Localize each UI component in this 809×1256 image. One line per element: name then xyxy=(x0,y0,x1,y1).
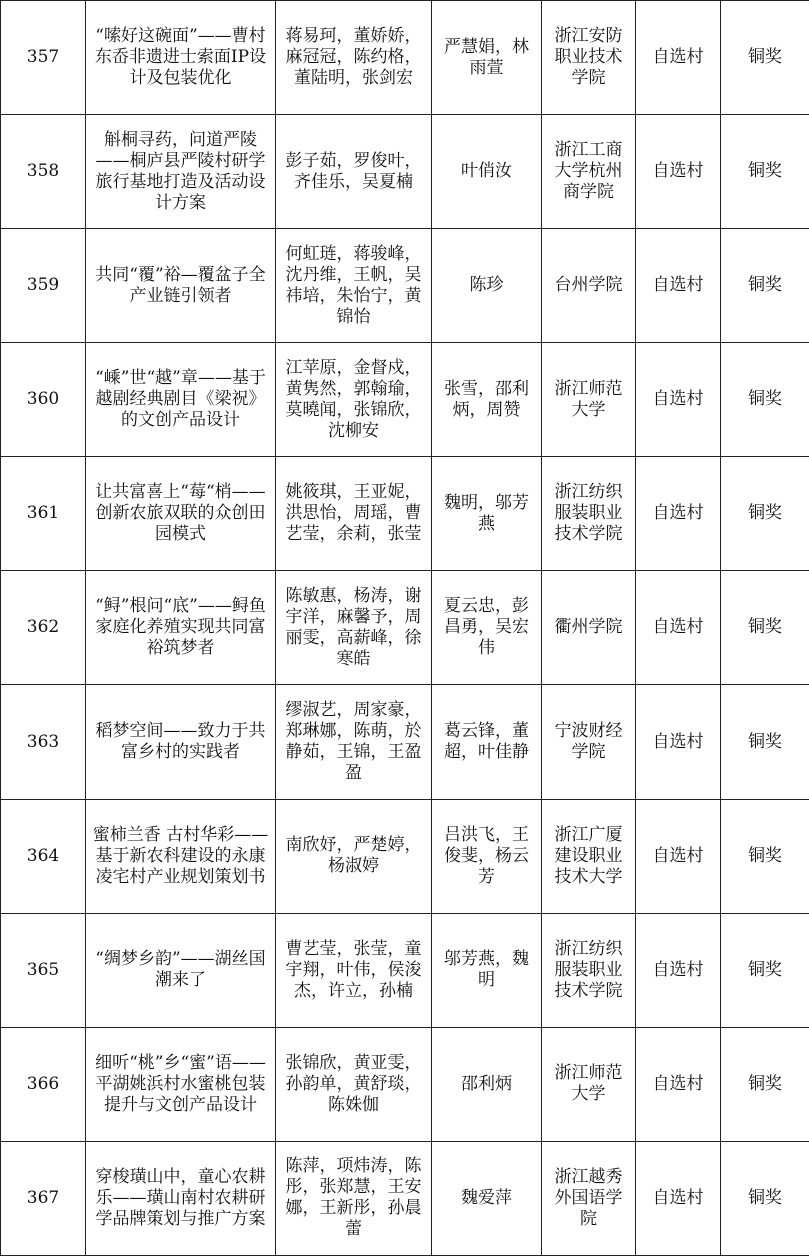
award-level: 铜奖 xyxy=(721,1,809,115)
village-category: 自选村 xyxy=(636,685,721,799)
table-row xyxy=(1,571,809,685)
school: 浙江纺织服装职业技术学院 xyxy=(542,913,636,1027)
team-members: 蒋易珂，董娇娇，麻冠冠，陈约格，董陆明，张剑宏 xyxy=(276,1,432,115)
entry-number: 357 xyxy=(1,1,86,115)
team-members: 姚筱琪，王亚妮，洪思怡，周瑶，曹艺莹，余莉，张莹 xyxy=(276,457,432,571)
award-level: 铜奖 xyxy=(721,685,809,799)
project-title: 斛桐寻药，问道严陵——桐庐县严陵村研学旅行基地打造及活动设计方案 xyxy=(86,115,276,229)
team-members: 缪淑艺，周家豪，郑琳娜，陈萌，於静茹，王锦，王盈盈 xyxy=(276,685,432,799)
award-level: 铜奖 xyxy=(721,457,809,571)
team-members: 张锦欣，黄亚雯，孙韵单，黄舒琰，陈姝伽 xyxy=(276,1027,432,1141)
entry-number: 360 xyxy=(1,343,86,457)
advisors: 魏明，邬芳燕 xyxy=(432,457,542,571)
team-members: 曹艺莹，张莹，童宇翔，叶伟，侯浚杰，许立，孙楠 xyxy=(276,913,432,1027)
award-level: 铜奖 xyxy=(721,229,809,343)
table-row xyxy=(1,115,809,229)
table-row xyxy=(1,913,809,1027)
village-category: 自选村 xyxy=(636,1141,721,1255)
table-row xyxy=(1,1141,809,1255)
entry-number: 361 xyxy=(1,457,86,571)
team-members: 江苹原，金督戍，黄隽然，郭翰瑜，莫曉闻，张锦欣，沈柳安 xyxy=(276,343,432,457)
award-level: 铜奖 xyxy=(721,343,809,457)
project-title: “绸梦乡韵”——湖丝国潮来了 xyxy=(86,913,276,1027)
table-row xyxy=(1,799,809,913)
village-category: 自选村 xyxy=(636,799,721,913)
award-level: 铜奖 xyxy=(721,799,809,913)
advisors: 葛云锋，董超，叶佳静 xyxy=(432,685,542,799)
school: 浙江越秀外国语学院 xyxy=(542,1141,636,1255)
project-title: “鲟”根问“底”——鲟鱼家庭化养殖实现共同富裕筑梦者 xyxy=(86,571,276,685)
village-category: 自选村 xyxy=(636,115,721,229)
project-title: 蜜柿兰香 古村华彩——基于新农科建设的永康凌宅村产业规划策划书 xyxy=(86,799,276,913)
entry-number: 364 xyxy=(1,799,86,913)
village-category: 自选村 xyxy=(636,1,721,115)
awards-table-body xyxy=(1,1,809,1256)
table-row xyxy=(1,685,809,799)
award-level: 铜奖 xyxy=(721,913,809,1027)
school: 浙江纺织服装职业技术学院 xyxy=(542,457,636,571)
project-title: “嗦好这碗面”——曹村东岙非遗进士索面IP设计及包装优化 xyxy=(86,1,276,115)
advisors: 邬芳燕，魏明 xyxy=(432,913,542,1027)
school: 浙江广厦建设职业技术大学 xyxy=(542,799,636,913)
school: 台州学院 xyxy=(542,229,636,343)
award-level: 铜奖 xyxy=(721,571,809,685)
village-category: 自选村 xyxy=(636,229,721,343)
project-title: 细听“桃”乡“蜜”语——平湖姚浜村水蜜桃包装提升与文创产品设计 xyxy=(86,1027,276,1141)
project-title: “嵊”世“越”章——基于越剧经典剧目《梁祝》的文创产品设计 xyxy=(86,343,276,457)
team-members: 南欣妤，严楚婷，杨淑婷 xyxy=(276,799,432,913)
school: 浙江师范大学 xyxy=(542,343,636,457)
village-category: 自选村 xyxy=(636,571,721,685)
project-title: 共同“覆”裕—覆盆子全产业链引领者 xyxy=(86,229,276,343)
team-members: 彭子茹，罗俊叶，齐佳乐，吴夏楠 xyxy=(276,115,432,229)
entry-number: 365 xyxy=(1,913,86,1027)
entry-number: 366 xyxy=(1,1027,86,1141)
project-title: 稻梦空间——致力于共富乡村的实践者 xyxy=(86,685,276,799)
advisors: 夏云忠，彭昌勇，吴宏伟 xyxy=(432,571,542,685)
table-row xyxy=(1,1,809,115)
school: 浙江安防职业技术学院 xyxy=(542,1,636,115)
village-category: 自选村 xyxy=(636,913,721,1027)
advisors: 张雪，邵利炳，周赞 xyxy=(432,343,542,457)
project-title: 让共富喜上“莓“梢——创新农旅双联的众创田园模式 xyxy=(86,457,276,571)
advisors: 吕洪飞，王俊斐，杨云芳 xyxy=(432,799,542,913)
team-members: 陈萍，项炜涛，陈彤，张郑慧，王安娜，王新彤，孙晨蕾 xyxy=(276,1141,432,1255)
school: 衢州学院 xyxy=(542,571,636,685)
village-category: 自选村 xyxy=(636,1027,721,1141)
team-members: 陈敏惠，杨涛，谢宇洋，麻馨予，周丽雯，高薪峰，徐寒皓 xyxy=(276,571,432,685)
team-members: 何虹琏，蒋骏峰，沈丹维，王帆，吴祎培，朱怡宁，黄锦怡 xyxy=(276,229,432,343)
village-category: 自选村 xyxy=(636,457,721,571)
school: 浙江工商大学杭州商学院 xyxy=(542,115,636,229)
school: 浙江师范大学 xyxy=(542,1027,636,1141)
entry-number: 359 xyxy=(1,229,86,343)
table-row xyxy=(1,457,809,571)
table-row xyxy=(1,1027,809,1141)
advisors: 陈珍 xyxy=(432,229,542,343)
award-level: 铜奖 xyxy=(721,1141,809,1255)
advisors: 严慧娟，林雨萱 xyxy=(432,1,542,115)
entry-number: 367 xyxy=(1,1141,86,1255)
table-row xyxy=(1,343,809,457)
advisors: 邵利炳 xyxy=(432,1027,542,1141)
award-level: 铜奖 xyxy=(721,1027,809,1141)
entry-number: 358 xyxy=(1,115,86,229)
entry-number: 363 xyxy=(1,685,86,799)
advisors: 魏爱萍 xyxy=(432,1141,542,1255)
project-title: 穿梭璜山中，童心农耕乐——璜山南村农耕研学品牌策划与推广方案 xyxy=(86,1141,276,1255)
school: 宁波财经学院 xyxy=(542,685,636,799)
village-category: 自选村 xyxy=(636,343,721,457)
advisors: 叶俏汝 xyxy=(432,115,542,229)
entry-number: 362 xyxy=(1,571,86,685)
award-level: 铜奖 xyxy=(721,115,809,229)
table-row xyxy=(1,229,809,343)
